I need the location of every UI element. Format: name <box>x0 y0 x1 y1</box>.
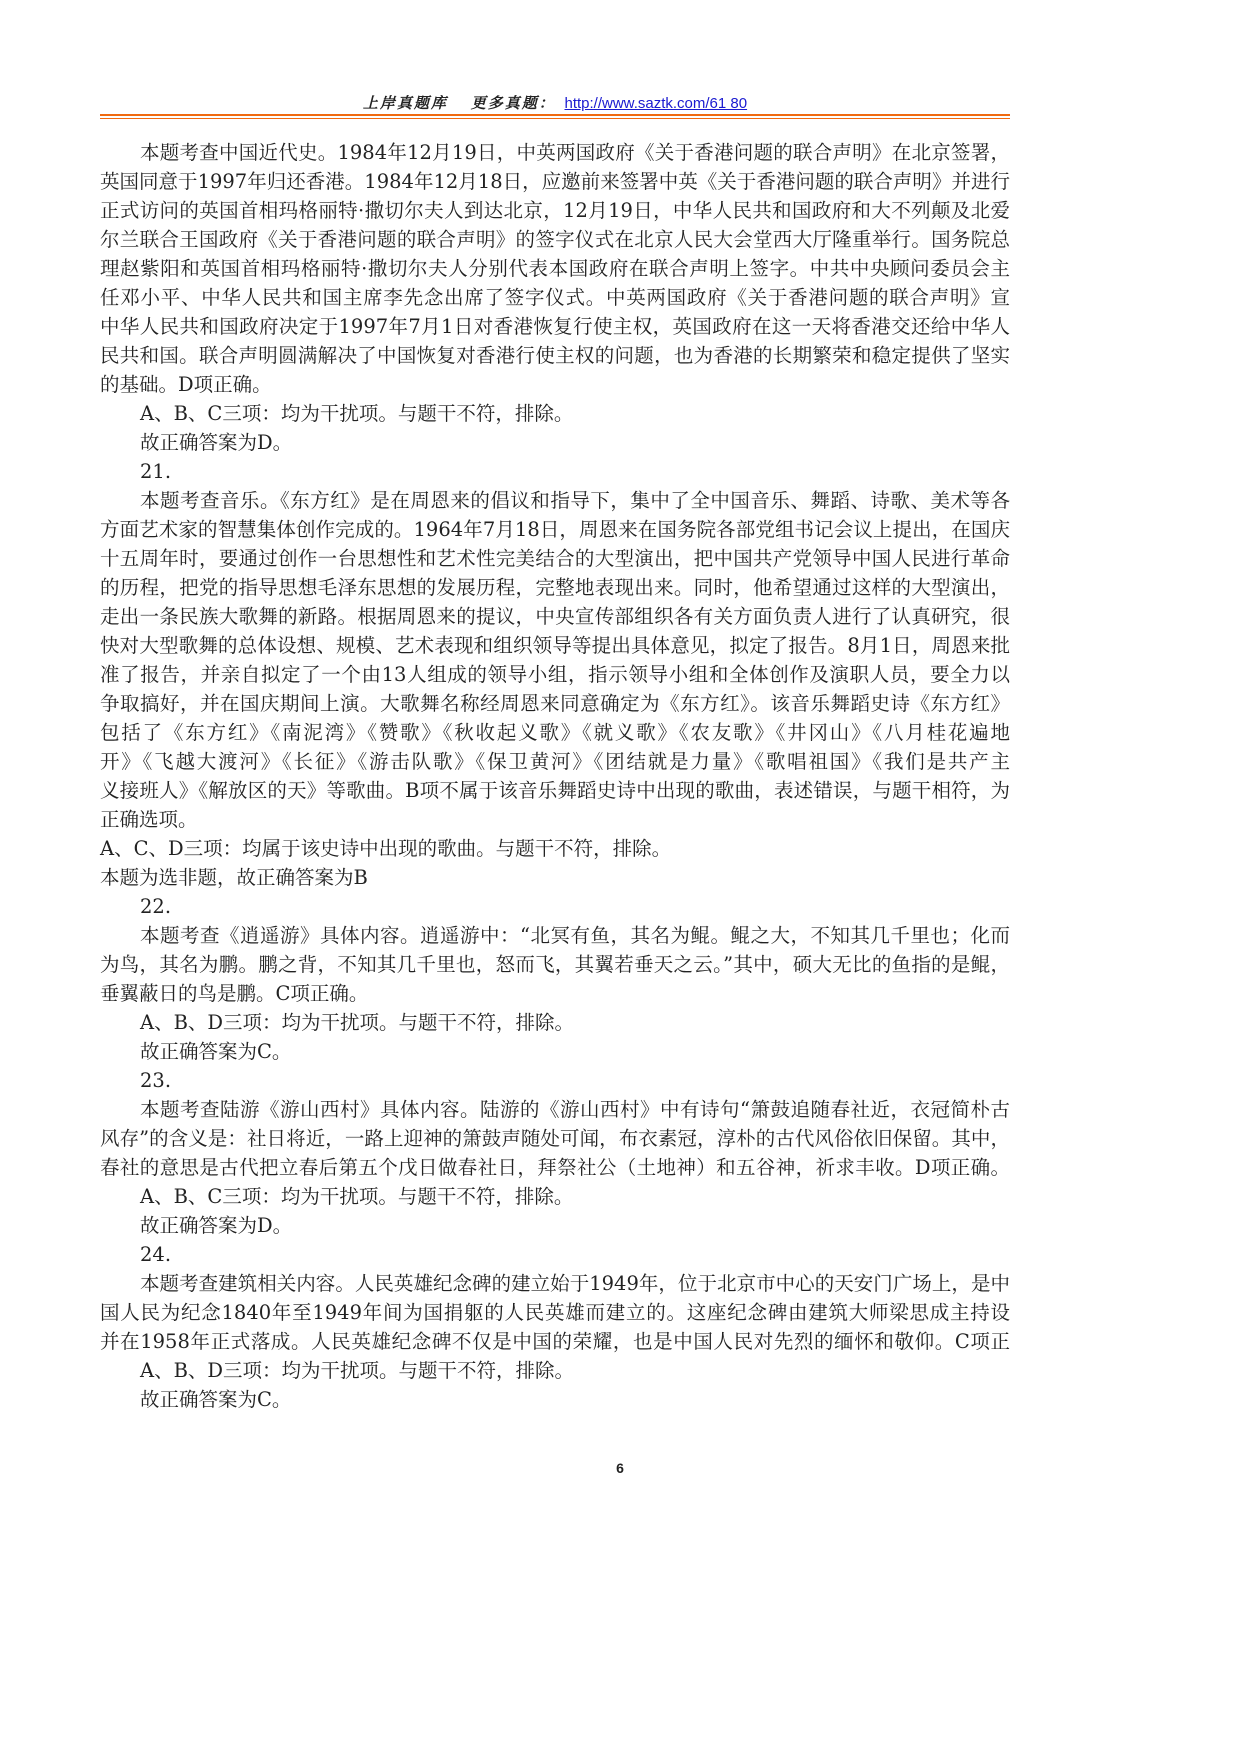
text-line: 正确选项。 <box>100 808 198 831</box>
text-line: 24. <box>140 1243 172 1266</box>
text-line: 春社的意思是古代把立春后第五个戊日做春社日，拜祭社公（土地神）和五谷神，祈求丰收。D项正确。 <box>100 1156 1010 1179</box>
text-line: 故正确答案为C。 <box>140 1388 292 1411</box>
text-line: 21. <box>140 460 172 483</box>
text-line: 任邓小平、中华人民共和国主席李先念出席了签字仪式。中英两国政府《关于香港问题的联合声明》宣 <box>100 286 1010 309</box>
header-divider-thin <box>100 118 1010 119</box>
text-line: A、C、D三项：均属于该史诗中出现的歌曲。与题干不符，排除。 <box>100 837 672 860</box>
text-line: 方面艺术家的智慧集体创作完成的。1964年7月18日，周恩来在国务院各部党组书记会议上提出，在国庆 <box>100 518 1010 541</box>
text-line: 走出一条民族大歌舞的新路。根据周恩来的提议，中央宣传部组织各有关方面负责人进行了认真研究，很 <box>100 605 1010 628</box>
text-line: 并在1958年正式落成。人民英雄纪念碑不仅是中国的荣耀，也是中国人民对先烈的缅怀和敬仰。C项正 <box>100 1330 1010 1353</box>
header-more-label: 更多真题： <box>470 94 556 112</box>
text-line: 风存”的含义是：社日将近，一路上迎神的箫鼓声随处可闻，布衣素冠，淳朴的古代风俗依旧保留。其中， <box>100 1127 1010 1150</box>
text-line: 快对大型歌舞的总体设想、规模、艺术表现和组织领导等提出具体意见，拟定了报告。8月1日，周恩来批 <box>100 634 1010 657</box>
text-line: 23. <box>140 1069 172 1092</box>
text-line: 十五周年时，要通过创作一台思想性和艺术性完美结合的大型演出，把中国共产党领导中国人民进行革命 <box>100 547 1010 570</box>
text-line: 英国同意于1997年归还香港。1984年12月18日，应邀前来签署中英《关于香港问题的联合声明》并进行 <box>100 170 1010 193</box>
text-line: 本题考查音乐。《东方红》是在周恩来的倡议和指导下，集中了全中国音乐、舞蹈、诗歌、美术等各 <box>140 489 1010 512</box>
text-line: 中华人民共和国政府决定于1997年7月1日对香港恢复行使主权，英国政府在这一天将香港交还给中华人 <box>100 315 1010 338</box>
text-line: 22. <box>140 895 172 918</box>
text-line: 故正确答案为D。 <box>140 1214 293 1237</box>
text-line: 垂翼蔽日的鸟是鹏。C项正确。 <box>100 982 369 1005</box>
text-line: 本题考查陆游《游山西村》具体内容。陆游的《游山西村》中有诗句“箫鼓追随春社近，衣冠简朴古 <box>140 1098 1010 1121</box>
text-line: 尔兰联合王国政府《关于香港问题的联合声明》的签字仪式在北京人民大会堂西大厅隆重举行。国务院总 <box>100 228 1010 251</box>
header-link[interactable]: http://www.saztk.com/61 80 <box>564 95 748 112</box>
text-line: 为鸟，其名为鹏。鹏之背，不知其几千里也，怒而飞，其翼若垂天之云。”其中，硕大无比的鱼指的是鲲， <box>100 953 1010 976</box>
text-line: 本题考查中国近代史。1984年12月19日，中英两国政府《关于香港问题的联合声明》在北京签署， <box>140 141 1010 164</box>
text-line: 国人民为纪念1840年至1949年间为国捐躯的人民英雄而建立的。这座纪念碑由建筑大师梁思成主持设 <box>100 1301 1010 1324</box>
text-line: 故正确答案为C。 <box>140 1040 292 1063</box>
text-line: A、B、C三项：均为干扰项。与题干不符，排除。 <box>140 402 574 425</box>
text-line: 准了报告，并亲自拟定了一个由13人组成的领导小组，指示领导小组和全体创作及演职人员，要全力以 <box>100 663 1010 686</box>
text-line: 故正确答案为D。 <box>140 431 293 454</box>
text-line: 本题为选非题，故正确答案为B <box>100 866 368 889</box>
text-line: 包括了《东方红》《南泥湾》《赞歌》《秋收起义歌》《就义歌》《农友歌》《井冈山》《八月桂花遍地 <box>100 721 1010 744</box>
text-line: 正式访问的英国首相玛格丽特·撒切尔夫人到达北京，12月19日，中华人民共和国政府和大不列颠及北爱 <box>100 199 1010 222</box>
text-line: 义接班人》《解放区的天》等歌曲。B项不属于该音乐舞蹈史诗中出现的歌曲，表述错误，与题干相符，为 <box>100 779 1010 802</box>
text-line: 本题考查《逍遥游》具体内容。逍遥游中：“北冥有鱼，其名为鲲。鲲之大，不知其几千里也；化而 <box>140 924 1010 947</box>
text-line: 开》《飞越大渡河》《长征》《游击队歌》《保卫黄河》《团结就是力量》《歌唱祖国》《我们是共产主 <box>100 750 1010 773</box>
page-header <box>100 92 1010 113</box>
document-body <box>100 138 1010 1414</box>
text-line: A、B、D三项：均为干扰项。与题干不符，排除。 <box>140 1359 575 1382</box>
text-line: 民共和国。联合声明圆满解决了中国恢复对香港行使主权的问题，也为香港的长期繁荣和稳定提供了坚实 <box>100 344 1010 367</box>
header-divider <box>100 114 1010 116</box>
text-line: 理赵紫阳和英国首相玛格丽特·撒切尔夫人分别代表本国政府在联合声明上签字。中共中央顾问委员会主 <box>100 257 1010 280</box>
text-line: A、B、C三项：均为干扰项。与题干不符，排除。 <box>140 1185 574 1208</box>
text-line: 的历程，把党的指导思想毛泽东思想的发展历程，完整地表现出来。同时，他希望通过这样的大型演出， <box>100 576 1010 599</box>
text-line: 争取搞好，并在国庆期间上演。大歌舞名称经周恩来同意确定为《东方红》。该音乐舞蹈史诗《东方红》 <box>100 692 1010 715</box>
text-line: 的基础。D项正确。 <box>100 373 272 396</box>
text-line: 本题考查建筑相关内容。人民英雄纪念碑的建立始于1949年，位于北京市中心的天安门广场上，是中 <box>140 1272 1010 1295</box>
text-line: A、B、D三项：均为干扰项。与题干不符，排除。 <box>140 1011 575 1034</box>
header-brand: 上岸真题库 <box>362 94 448 112</box>
page-number: 6 <box>616 1460 624 1476</box>
